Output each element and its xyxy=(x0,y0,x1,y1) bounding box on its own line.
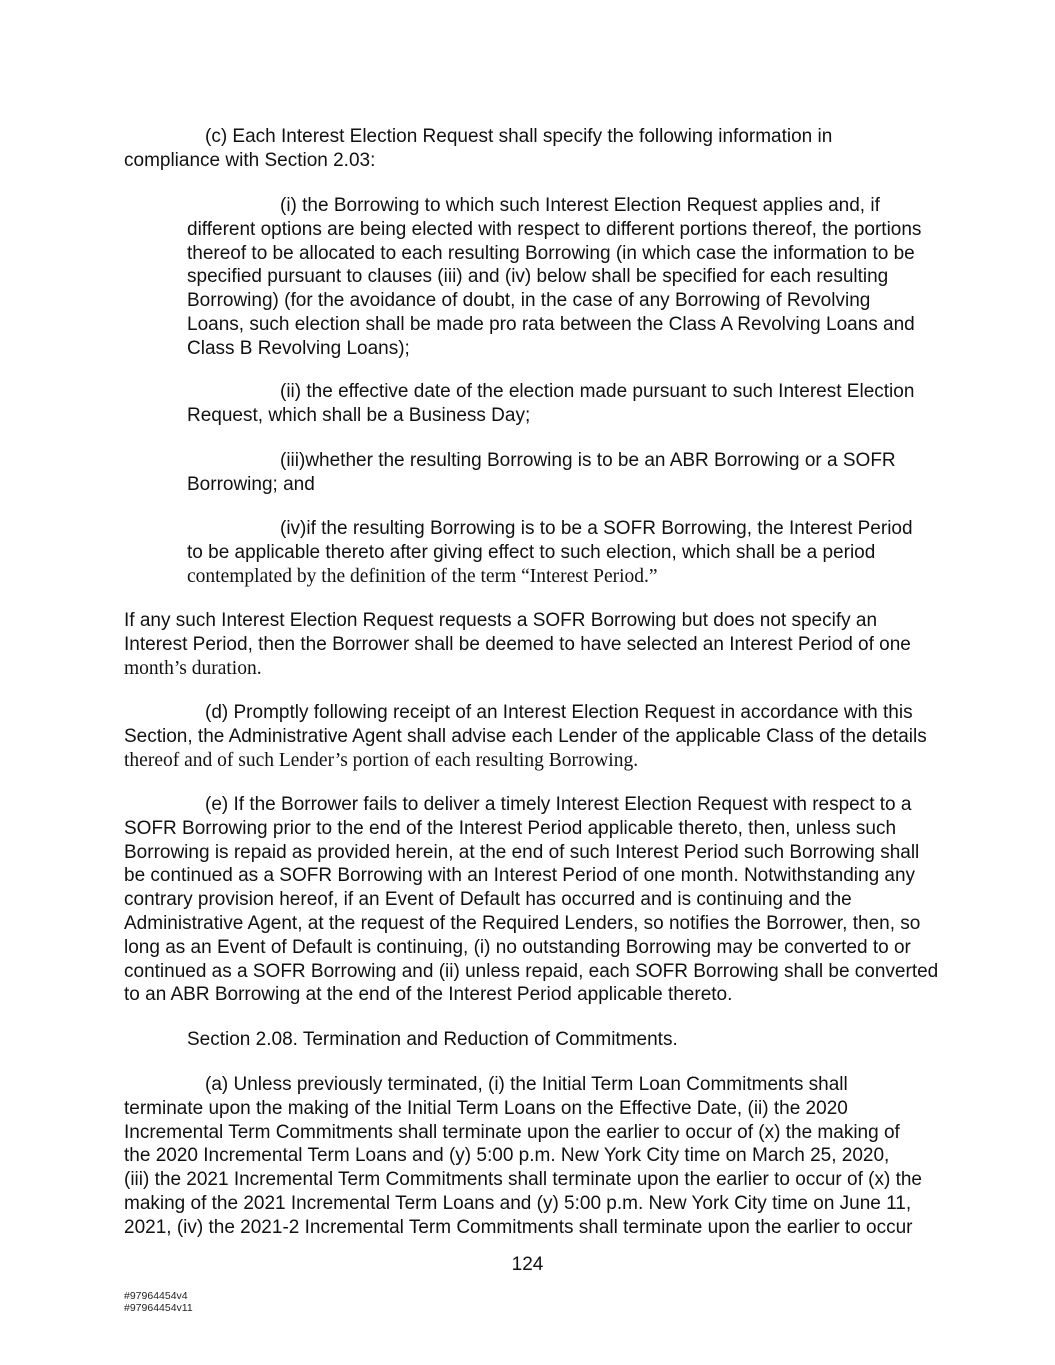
text-line: long as an Event of Default is continuing, (i) no outstanding Borrowing may be converted to or xyxy=(124,936,911,958)
text-line: the 2020 Incremental Term Loans and (y) 5:00 p.m. New York City time on March 25, 2020, xyxy=(124,1145,890,1167)
text-line: thereof to be allocated to each resulting Borrowing (in which case the information to be xyxy=(187,242,915,264)
text-line: (iii) the 2021 Incremental Term Commitments shall terminate upon the earlier to occur of (x) the xyxy=(124,1169,922,1191)
text-line: be continued as a SOFR Borrowing with an Interest Period of one month. Notwithstanding any xyxy=(124,865,916,887)
text-line: (iv)if the resulting Borrowing is to be a SOFR Borrowing, the Interest Period xyxy=(280,518,913,539)
text-line: contrary provision hereof, if an Event of Default has occurred and is continuing and the xyxy=(124,889,852,911)
paragraph-e xyxy=(124,793,938,1007)
section-heading: Section 2.08. Termination and Reduction of Commitments. xyxy=(187,1029,678,1050)
text-line: (a) Unless previously terminated, (i) the Initial Term Loan Commitments shall xyxy=(205,1074,848,1095)
clause-ii xyxy=(187,380,914,428)
text-line: thereof and of such Lender’s portion of each resulting Borrowing. xyxy=(124,749,639,771)
text-line: Borrowing is repaid as provided herein, at the end of such Interest Period such Borrowing shall xyxy=(124,841,920,863)
text-line: contemplated by the definition of the term “Interest Period.” xyxy=(187,565,658,587)
text-line: If any such Interest Election Request requests a SOFR Borrowing but does not specify an xyxy=(124,610,878,631)
text-line: month’s duration. xyxy=(124,657,262,679)
paragraph-c-tail xyxy=(124,609,911,680)
text-line: (d) Promptly following receipt of an Interest Election Request in accordance with this xyxy=(205,702,913,723)
text-line: Administrative Agent, at the request of the Required Lenders, so notifies the Borrower, then, so xyxy=(124,912,921,934)
paragraph-2-08-a xyxy=(124,1073,922,1240)
clause-iv xyxy=(187,517,913,588)
document-id: #97964454v4 xyxy=(124,1290,188,1302)
text-line: Request, which shall be a Business Day; xyxy=(187,404,531,426)
text-line: Interest Period, then the Borrower shall be deemed to have selected an Interest Period of one xyxy=(124,633,911,655)
text-line: (i) the Borrowing to which such Interest Election Request applies and, if xyxy=(280,195,880,216)
text-line: compliance with Section 2.03: xyxy=(124,149,376,171)
clause-iii xyxy=(187,449,896,497)
text-line: 2021, (iv) the 2021-2 Incremental Term Commitments shall terminate upon the earlier to occur xyxy=(124,1216,913,1238)
text-line: (c) Each Interest Election Request shall specify the following information in xyxy=(205,126,833,147)
document-id: #97964454v11 xyxy=(124,1302,193,1314)
text-line: SOFR Borrowing prior to the end of the Interest Period applicable thereto, then, unless such xyxy=(124,817,897,839)
text-line: (iii)whether the resulting Borrowing is to be an ABR Borrowing or a SOFR xyxy=(280,450,896,471)
clause-i xyxy=(187,194,921,361)
text-line: specified pursuant to clauses (iii) and (iv) below shall be specified for each resulting xyxy=(187,266,889,288)
text-line: Incremental Term Commitments shall terminate upon the earlier to occur of (x) the making of xyxy=(124,1121,900,1143)
text-line: Section, the Administrative Agent shall advise each Lender of the applicable Class of the details xyxy=(124,725,927,747)
text-line: Borrowing) (for the avoidance of doubt, in the case of any Borrowing of Revolving xyxy=(187,290,871,312)
text-line: terminate upon the making of the Initial Term Loans on the Effective Date, (ii) the 2020 xyxy=(124,1097,848,1119)
text-line: (e) If the Borrower fails to deliver a timely Interest Election Request with respect to a xyxy=(205,794,912,815)
text-line: Class B Revolving Loans); xyxy=(187,337,410,359)
text-line: Borrowing; and xyxy=(187,473,315,495)
text-line: Loans, such election shall be made pro rata between the Class A Revolving Loans and xyxy=(187,313,915,335)
text-line: different options are being elected with respect to different portions thereof, the portions xyxy=(187,218,922,240)
paragraph-d xyxy=(124,701,927,772)
text-line: to be applicable thereto after giving effect to such election, which shall be a period xyxy=(187,541,876,563)
text-line: making of the 2021 Incremental Term Loans and (y) 5:00 p.m. New York City time on June 11, xyxy=(124,1192,912,1214)
text-line: to an ABR Borrowing at the end of the Interest Period applicable thereto. xyxy=(124,984,733,1006)
text-line: continued as a SOFR Borrowing and (ii) unless repaid, each SOFR Borrowing shall be converted xyxy=(124,960,939,982)
text-line: (ii) the effective date of the election made pursuant to such Interest Election xyxy=(280,381,915,402)
paragraph-c xyxy=(124,125,832,173)
page-number: 124 xyxy=(511,1254,544,1275)
